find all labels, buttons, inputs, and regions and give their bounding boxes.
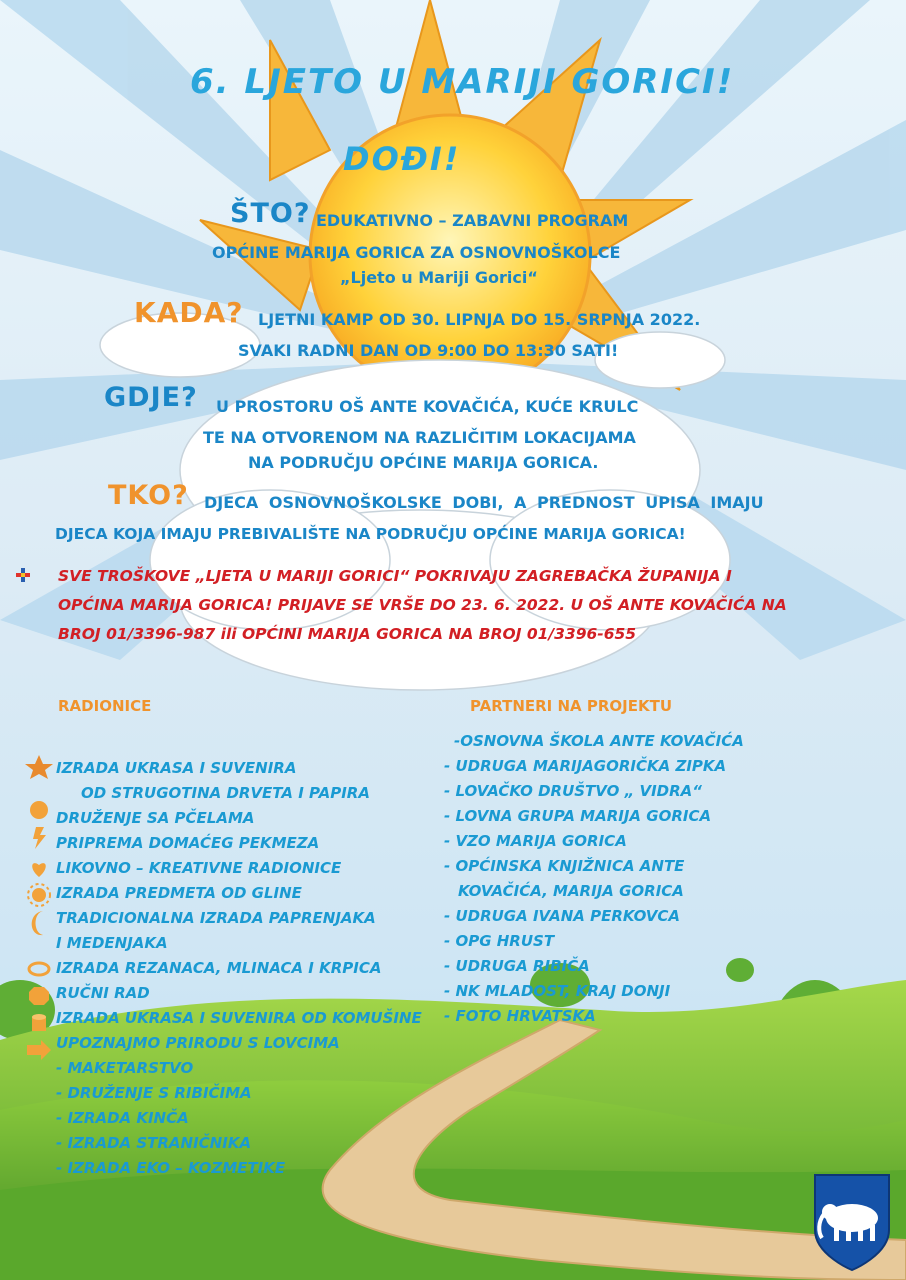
sto-line-1: EDUKATIVNO – ZABAVNI PROGRAM <box>316 211 629 230</box>
gdje-line-3: NA PODRUČJU OPĆINE MARIJA GORICA. <box>248 453 599 472</box>
radionice-heading: RADIONICE <box>58 697 152 715</box>
page-title: 6. LJETO U MARIJI GORICI! <box>190 62 735 102</box>
radionice-item: LIKOVNO – KREATIVNE RADIONICE <box>56 859 342 877</box>
dodi-heading: DOĐI! <box>343 140 461 178</box>
partneri-item: - NK MLADOST, KRAJ DONJI <box>444 982 671 1000</box>
partneri-item: - LOVAČKO DRUŠTVO „ VIDRA“ <box>444 782 702 800</box>
partneri-item: - UDRUGA IVANA PERKOVCA <box>444 907 681 925</box>
partneri-item: - OPĆINSKA KNJIŽNICA ANTE <box>444 857 685 875</box>
gdje-line-2: TE NA OTVORENOM NA RAZLIČITIM LOKACIJAMA <box>203 428 636 447</box>
tko-line-1: DJECA OSNOVNOŠKOLSKE DOBI, A PREDNOST UPISA IMAJU <box>204 493 764 512</box>
arrow-icon <box>27 1040 51 1060</box>
partneri-item: - OPG HRUST <box>444 932 555 950</box>
radionice-item: - MAKETARSTVO <box>56 1059 194 1077</box>
notice-line-2: OPĆINA MARIJA GORICA! PRIJAVE SE VRŠE DO 23. 6. 2022. U OŠ ANTE KOVAČIĆA NA <box>58 596 787 614</box>
radionice-item: DRUŽENJE SA PČELAMA <box>56 809 255 827</box>
radionice-item: RUČNI RAD <box>56 984 150 1002</box>
radionice-item: IZRADA PREDMETA OD GLINE <box>56 884 302 902</box>
sto-line-2: OPĆINE MARIJA GORICA ZA OSNOVNOŠKOLCE <box>212 243 621 262</box>
smiley-icon <box>30 801 48 819</box>
gdje-label: GDJE? <box>104 382 198 413</box>
sto-label <box>230 198 310 229</box>
partneri-item: - FOTO HRVATSKA <box>444 1007 596 1025</box>
radionice-list <box>56 756 422 1181</box>
partneri-item: KOVAČIĆA, MARIJA GORICA <box>458 882 684 900</box>
radionice-item: - IZRADA EKO – KOZMETIKE <box>56 1159 286 1177</box>
partneri-item: - UDRUGA RIBIČA <box>444 957 590 975</box>
radionice-item: - DRUŽENJE S RIBIČIMA <box>56 1084 252 1102</box>
gdje-line-1: U PROSTORU OŠ ANTE KOVAČIĆA, KUĆE KRULC <box>216 397 639 416</box>
partneri-item: - LOVNA GRUPA MARIJA GORICA <box>444 807 712 825</box>
octagon-icon <box>29 987 49 1005</box>
cylinder-icon <box>32 1014 46 1031</box>
kada-label: KADA? <box>134 296 244 329</box>
ring-icon <box>29 963 49 975</box>
kada-line-2: SVAKI RADNI DAN OD 9:00 DO 13:30 SATI! <box>238 341 619 360</box>
radionice-item: UPOZNAJMO PRIRODU S LOVCIMA <box>56 1034 340 1052</box>
star-icon <box>25 755 53 779</box>
radionice-item: IZRADA REZANACA, MLINACA I KRPICA <box>56 959 382 977</box>
kada-line-1: LJETNI KAMP OD 30. LIPNJA DO 15. SRPNJA 2022. <box>258 310 701 329</box>
radionice-item: IZRADA UKRASA I SUVENIRA OD KOMUŠINE <box>56 1009 422 1027</box>
radionice-item: OD STRUGOTINA DRVETA I PAPIRA <box>81 784 370 802</box>
notice-line-3: BROJ 01/3396-987 ili OPĆINI MARIJA GORICA NA BROJ 01/3396-655 <box>58 625 637 643</box>
partneri-list <box>444 729 744 1029</box>
tko-label: TKO? <box>108 480 189 511</box>
sto-line-3: „Ljeto u Mariji Gorici“ <box>340 268 538 287</box>
notice-bullet-icon <box>16 567 30 581</box>
partneri-item: - UDRUGA MARIJAGORIČKA ZIPKA <box>444 757 727 775</box>
radionice-item: TRADICIONALNA IZRADA PAPRENJAKA <box>56 909 376 927</box>
heart-icon <box>32 863 46 877</box>
partneri-item: -OSNOVNA ŠKOLA ANTE KOVAČIĆA <box>454 732 744 750</box>
partneri-heading: PARTNERI NA PROJEKTU <box>470 697 673 715</box>
sto-label-text: ŠTO? <box>230 198 311 229</box>
sun-icon <box>28 884 50 906</box>
tko-line-2: DJECA KOJA IMAJU PREBIVALIŠTE NA PODRUČJU OPĆINE MARIJA GORICA! <box>55 525 686 543</box>
partneri-item: - VZO MARIJA GORICA <box>444 832 627 850</box>
radionice-item: IZRADA UKRASA I SUVENIRA <box>56 759 297 777</box>
radionice-icons <box>24 755 54 1089</box>
notice-line-1: SVE TROŠKOVE „LJETA U MARIJI GORICI“ POKRIVAJU ZAGREBAČKA ŽUPANIJA I <box>58 567 732 585</box>
moon-icon <box>32 911 43 935</box>
radionice-item: PRIPREMA DOMAĆEG PEKMEZA <box>56 834 320 852</box>
radionice-item: - IZRADA STRANIČNIKA <box>56 1134 252 1152</box>
radionice-item: - IZRADA KINČA <box>56 1109 189 1127</box>
lightning-icon <box>33 827 46 849</box>
radionice-item: I MEDENJAKA <box>56 934 168 952</box>
